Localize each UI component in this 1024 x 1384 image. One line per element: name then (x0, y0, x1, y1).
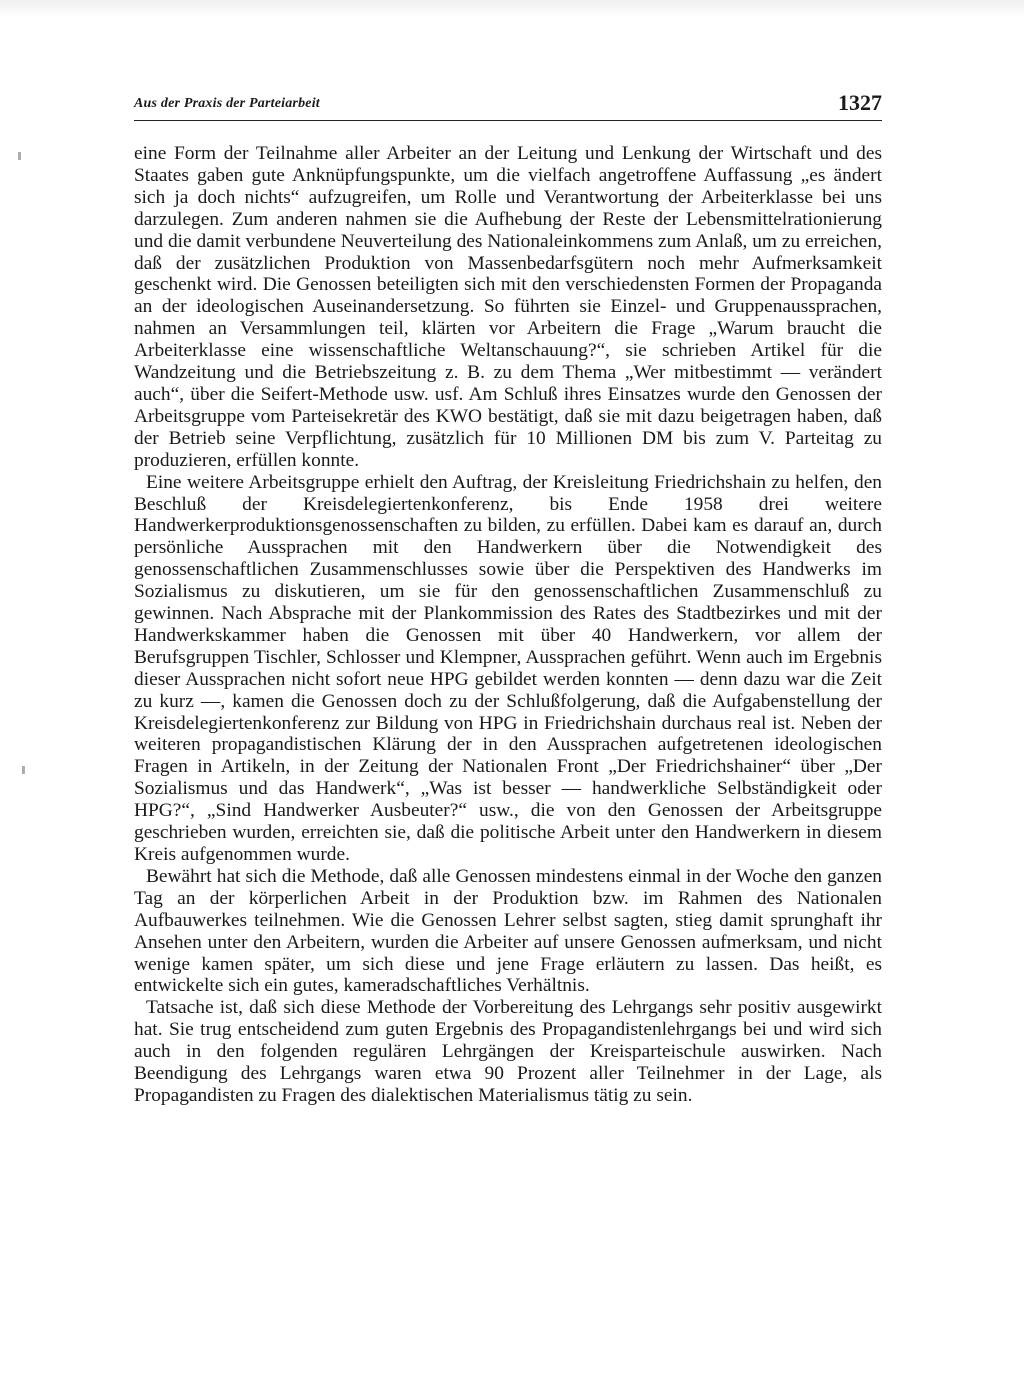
paragraph: Eine weitere Arbeitsgruppe erhielt den Auftrag, der Kreisleitung Friedrichshain zu helfen, den Beschluß der Kreisdelegiertenkonferenz, bis Ende 1958 drei weitere Handwerkerproduktionsgenossenschaften zu bilden, zu erfüllen. Dabei kam es darauf an, durch persönliche Aussprachen mit den Handwerkern über die Notwendigkeit des genossenschaftlichen Zusammenschlusses sowie über die Perspektiven des Handwerks im Sozialismus zu diskutieren, um sie für den genossenschaftlichen Zusammenschluß zu gewinnen. Nach Absprache mit der Plankommission des Rates des Stadtbezirkes und mit der Handwerkskammer haben die Genossen mit über 40 Handwerkern, vor allem der Berufsgruppen Tischler, Schlosser und Klempner, Aussprachen geführt. Wenn auch im Ergebnis dieser Aussprachen nicht sofort neue HPG gebildet werden konnten — denn dazu war die Zeit zu kurz —, kamen die Genossen doch zu der Schlußfolgerung, daß die Aufgabenstellung der Kreisdelegiertenkonferenz zur Bildung von HPG in Friedrichshain durchaus real ist. Neben der weiteren propagandistischen Klärung der in den Aussprachen aufgetretenen ideologischen Fragen in Artikeln, in der Zeitung der Nationalen Front „Der Friedrichshainer“ über „Der Sozialismus und das Handwerk“, „Was ist besser — handwerkliche Selbständigkeit oder HPG?“, „Sind Handwerker Ausbeuter?“ usw., die von den Genossen der Arbeitsgruppe geschrieben wurden, erreichten sie, daß die politische Arbeit unter den Handwerkern in diesem Kreis aufgenommen wurde. (134, 471, 882, 865)
page-header (134, 86, 882, 121)
page-number: 1327 (838, 90, 882, 115)
paragraph: Tatsache ist, daß sich diese Methode der Vorbereitung des Lehrgangs sehr positiv ausgewirkt hat. Sie trug entscheidend zum guten Ergebnis des Propagandistenlehrgangs bei und wird sich auch in den folgenden regulären Lehrgängen der Kreisparteischule auswirken. Nach Beendigung des Lehrgangs waren etwa 90 Prozent aller Teilnehmer in der Lage, als Propagandisten zu Fragen des dialektischen Materialismus tätig zu sein. (134, 997, 882, 1106)
scan-speck (18, 152, 21, 160)
paragraph: Bewährt hat sich die Methode, daß alle Genossen mindestens einmal in der Woche den ganzen Tag an der körperlichen Arbeit in der Produktion bzw. im Rahmen des Nationalen Aufbauwerkes teilnehmen. Wie die Genossen Lehrer selbst sagten, stieg damit sprunghaft ihr Ansehen unter den Arbeitern, wurden die Arbeiter auf unsere Genossen aufmerksam, und nicht wenige kamen später, um sich diese und jene Frage erläutern zu lassen. Das heißt, es entwickelte sich ein gutes, kameradschaftliches Verhältnis. (134, 865, 882, 997)
body-text (134, 143, 882, 1107)
paragraph: eine Form der Teilnahme aller Arbeiter an der Leitung und Lenkung der Wirtschaft und des Staates gaben gute Anknüpfungspunkte, um die vielfach angetroffene Auffassung „es ändert sich ja doch nichts“ aufzugreifen, um Rolle und Verantwortung der Arbeiterklasse bei uns darzulegen. Zum anderen nahmen sie die Aufhebung der Reste der Lebensmittelrationierung und die damit verbundene Neuverteilung des Nationaleinkommens zum Anlaß, um zu erreichen, daß der zusätzlichen Produktion von Massenbedarfsgütern noch mehr Aufmerksamkeit geschenkt wird. Die Genossen beteiligten sich mit den verschiedensten Formen der Propaganda an der ideologischen Auseinandersetzung. So führten sie Einzel- und Gruppenaussprachen, nahmen an Versammlungen teil, klärten vor Arbeitern die Frage „Warum braucht die Arbeiterklasse eine wissenschaftliche Weltanschauung?“, sie schrieben Artikel für die Wandzeitung und die Betriebszeitung z. B. zu dem Thema „Wer mitbestimmt — verändert auch“, über die Seifert-Methode usw. usf. Am Schluß ihres Einsatzes wurde den Genossen der Arbeitsgruppe vom Parteisekretär des KWO bestätigt, daß sie mit dazu beigetragen haben, daß der Betrieb seine Verpflichtung, zusätzlich für 10 Millionen DM bis zum V. Parteitag zu produzieren, erfüllen konnte. (134, 143, 882, 471)
scan-speck (22, 766, 25, 774)
running-head: Aus der Praxis der Parteiarbeit (134, 96, 320, 111)
scan-edge-shading (0, 0, 1024, 18)
